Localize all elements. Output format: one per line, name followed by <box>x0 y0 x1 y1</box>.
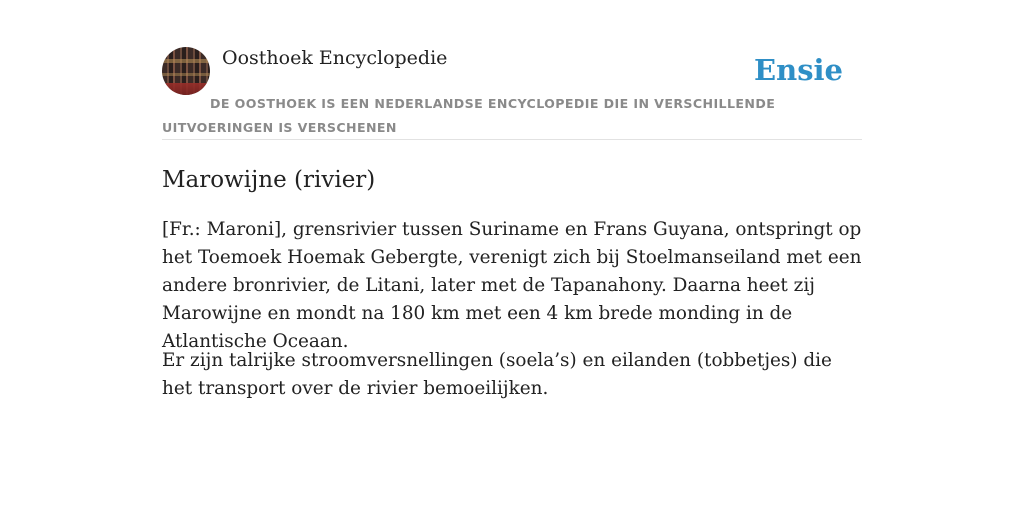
article-paragraph: [Fr.: Maroni], grensrivier tussen Suriname en Frans Guyana, ontspringt op het Toemoek Hoemak Gebergte, verenigt zich bij Stoelmanseiland met een andere bronrivier, de Litani, later met de Tapanahony. Daarna heet zij Marowijne en mondt na 180 km met een 4 km brede monding in de Atlantische Oceaan. <box>162 219 862 352</box>
site-title[interactable]: Oosthoek Encyclopedie <box>222 47 448 69</box>
site-header <box>162 46 862 140</box>
book-spine-band <box>162 59 210 63</box>
encyclopedia-avatar[interactable] <box>162 47 210 95</box>
ensie-logo-link[interactable]: Ensie <box>754 53 843 87</box>
content-container <box>162 46 862 399</box>
book-spine-band <box>162 73 210 76</box>
site-subtitle: DE OOSTHOEK IS EEN NEDERLANDSE ENCYCLOPEDIE DIE IN VERSCHILLENDE UITVOERINGEN IS VERSCHENEN <box>162 96 776 135</box>
article-paragraph: Er zijn talrijke stroomversnellingen (soela’s) en eilanden (tobbetjes) die het transport over de rivier bemoeilijken. <box>162 350 832 399</box>
article-title: Marowijne (rivier) <box>162 167 376 193</box>
